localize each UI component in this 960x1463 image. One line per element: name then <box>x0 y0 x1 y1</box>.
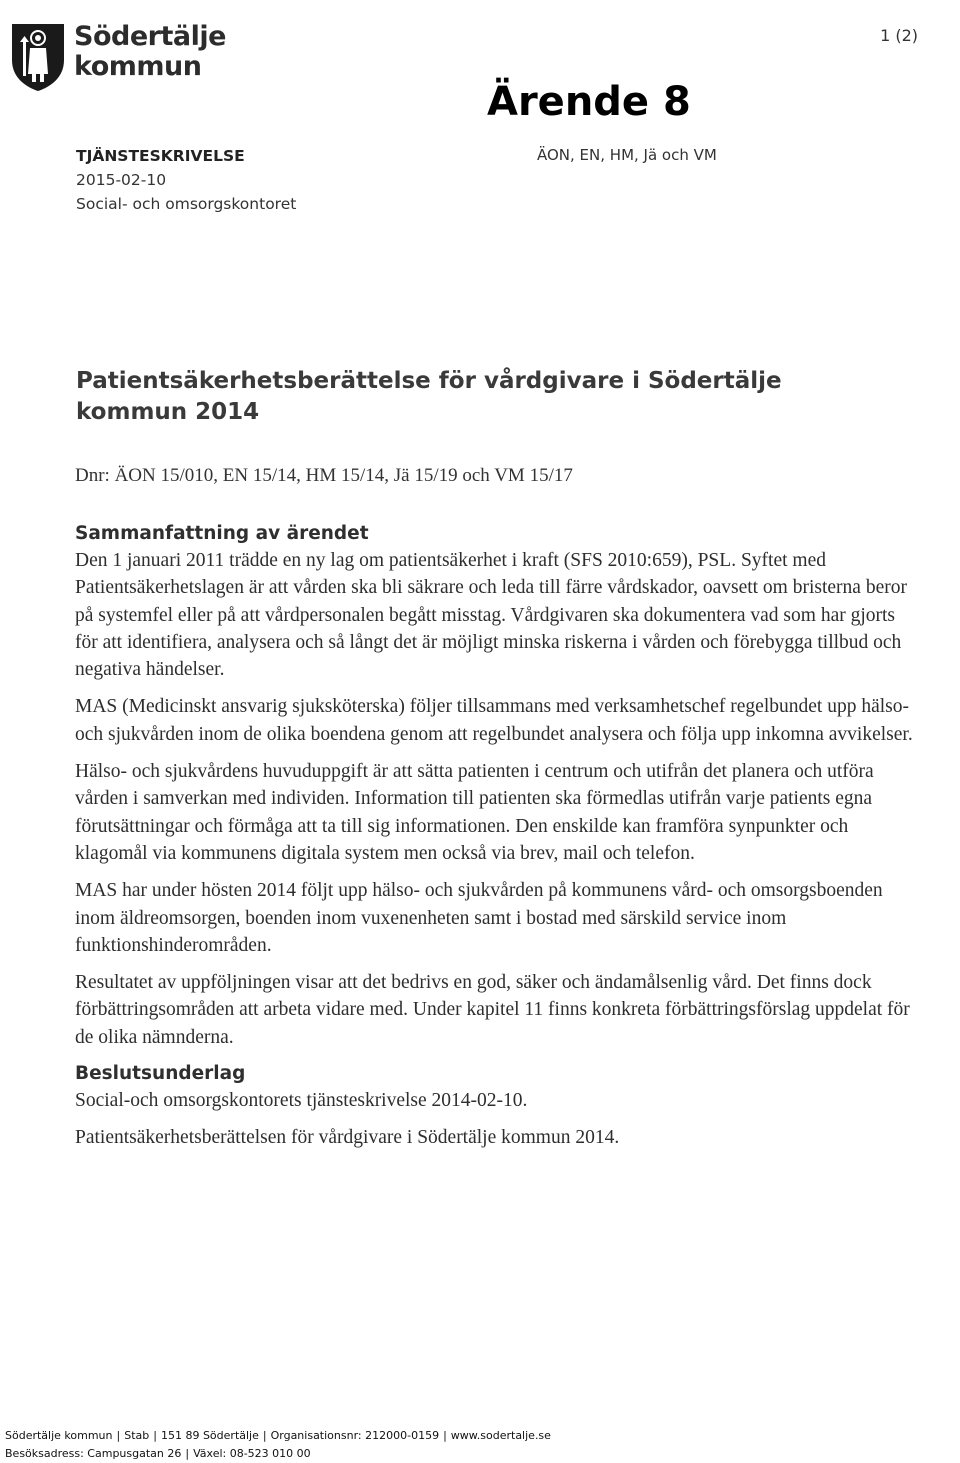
footer-line-2: Besöksadress: Campusgatan 26 | Växel: 08-523 010 00 <box>5 1447 311 1460</box>
document-body <box>75 521 920 1162</box>
logo-line-1: Södertälje <box>74 21 226 52</box>
summary-heading: Sammanfattning av ärendet <box>75 523 369 544</box>
document-date: 2015-02-10 <box>76 171 167 189</box>
footer-department: Stab <box>124 1429 150 1442</box>
footer-org-number: Organisationsnr: 212000-0159 <box>270 1429 440 1442</box>
registration-number: Dnr: ÄON 15/010, EN 15/14, HM 15/14, Jä 15/19 och VM 15/17 <box>75 465 573 486</box>
summary-paragraph: MAS (Medicinskt ansvarig sjuksköterska) följer tillsammans med verksamhetschef regelbundet upp hälso- och sjukvården inom de olika boendena genom att regelbundet analysera och följa upp inkomna avvikelser. <box>75 696 913 745</box>
municipality-logo <box>10 22 226 92</box>
document-meta <box>76 144 296 216</box>
case-number: Ärende 8 <box>487 79 691 125</box>
footer-visit-address: Besöksadress: Campusgatan 26 <box>5 1447 182 1460</box>
page-footer <box>5 1427 551 1463</box>
basis-item: Social-och omsorgskontorets tjänsteskrivelse 2014-02-10. <box>75 1090 528 1112</box>
summary-paragraph: Hälso- och sjukvårdens huvuduppgift är att sätta patienten i centrum och utifrån det planera och utföra vården i samverkan med individen. Information till patienten ska förmedlas utifrån varje patients egna förutsättningar och förmåga att ta till sig informationen. Den enskilde kan framföra synpunkter och klagomål via kommunens digitala system men också via brev, mail och telefon. <box>75 761 874 864</box>
footer-postal-address: 151 89 Södertälje <box>160 1429 259 1442</box>
basis-item: Patientsäkerhetsberättelsen för vårdgivare i Södertälje kommun 2014. <box>75 1127 620 1149</box>
footer-org-name: Södertälje kommun <box>5 1429 113 1442</box>
summary-paragraph: MAS har under hösten 2014 följt upp hälso- och sjukvården på kommunens vård- och omsorgsboenden inom äldreomsorgen, boenden inom vuxenenheten samt i bostad med särskild service inom funktionshinderområden. <box>75 880 883 956</box>
summary-paragraph: Den 1 januari 2011 trädde en ny lag om patientsäkerhet i kraft (SFS 2010:659), PSL. Syftet med Patientsäkerhetslagen är att vården ska bli säkrare och leda till färre vårdskador, oavsett om bristerna beror på systemfel eller på att vårdpersonalen begått misstag. Vårdgivaren ska dokumentera vad som har gjorts för att identifiera, analysera och så långt det är möjligt minska riskerna i vården och förebygga tillbud och negativa händelser. <box>75 550 907 681</box>
coat-of-arms-icon <box>10 22 66 92</box>
document-title: Patientsäkerhetsberättelse för vårdgivare i Södertälje kommun 2014 <box>76 368 782 425</box>
footer-phone: Växel: 08-523 010 00 <box>193 1447 311 1460</box>
footer-website-link[interactable]: www.sodertalje.se <box>450 1429 551 1442</box>
footer-line-1: Södertälje kommun | Stab | 151 89 Södertälje | Organisationsnr: 212000-0159 | www.sodertalje.se <box>5 1429 551 1442</box>
issuing-office: Social- och omsorgskontoret <box>76 195 297 213</box>
page-number: 1 (2) <box>880 26 918 45</box>
document-type: TJÄNSTESKRIVELSE <box>76 147 245 165</box>
recipients: ÄON, EN, HM, Jä och VM <box>537 146 717 164</box>
logo-line-2: kommun <box>74 51 202 82</box>
summary-paragraph: Resultatet av uppföljningen visar att det bedrivs en god, säker och ändamålsenlig vård. Det finns dock förbättringsområden att arbeta vidare med. Under kapitel 11 finns konkreta förbättringsförslag uppdelat för de olika nämnderna. <box>75 972 910 1048</box>
basis-heading: Beslutsunderlag <box>75 1063 246 1085</box>
